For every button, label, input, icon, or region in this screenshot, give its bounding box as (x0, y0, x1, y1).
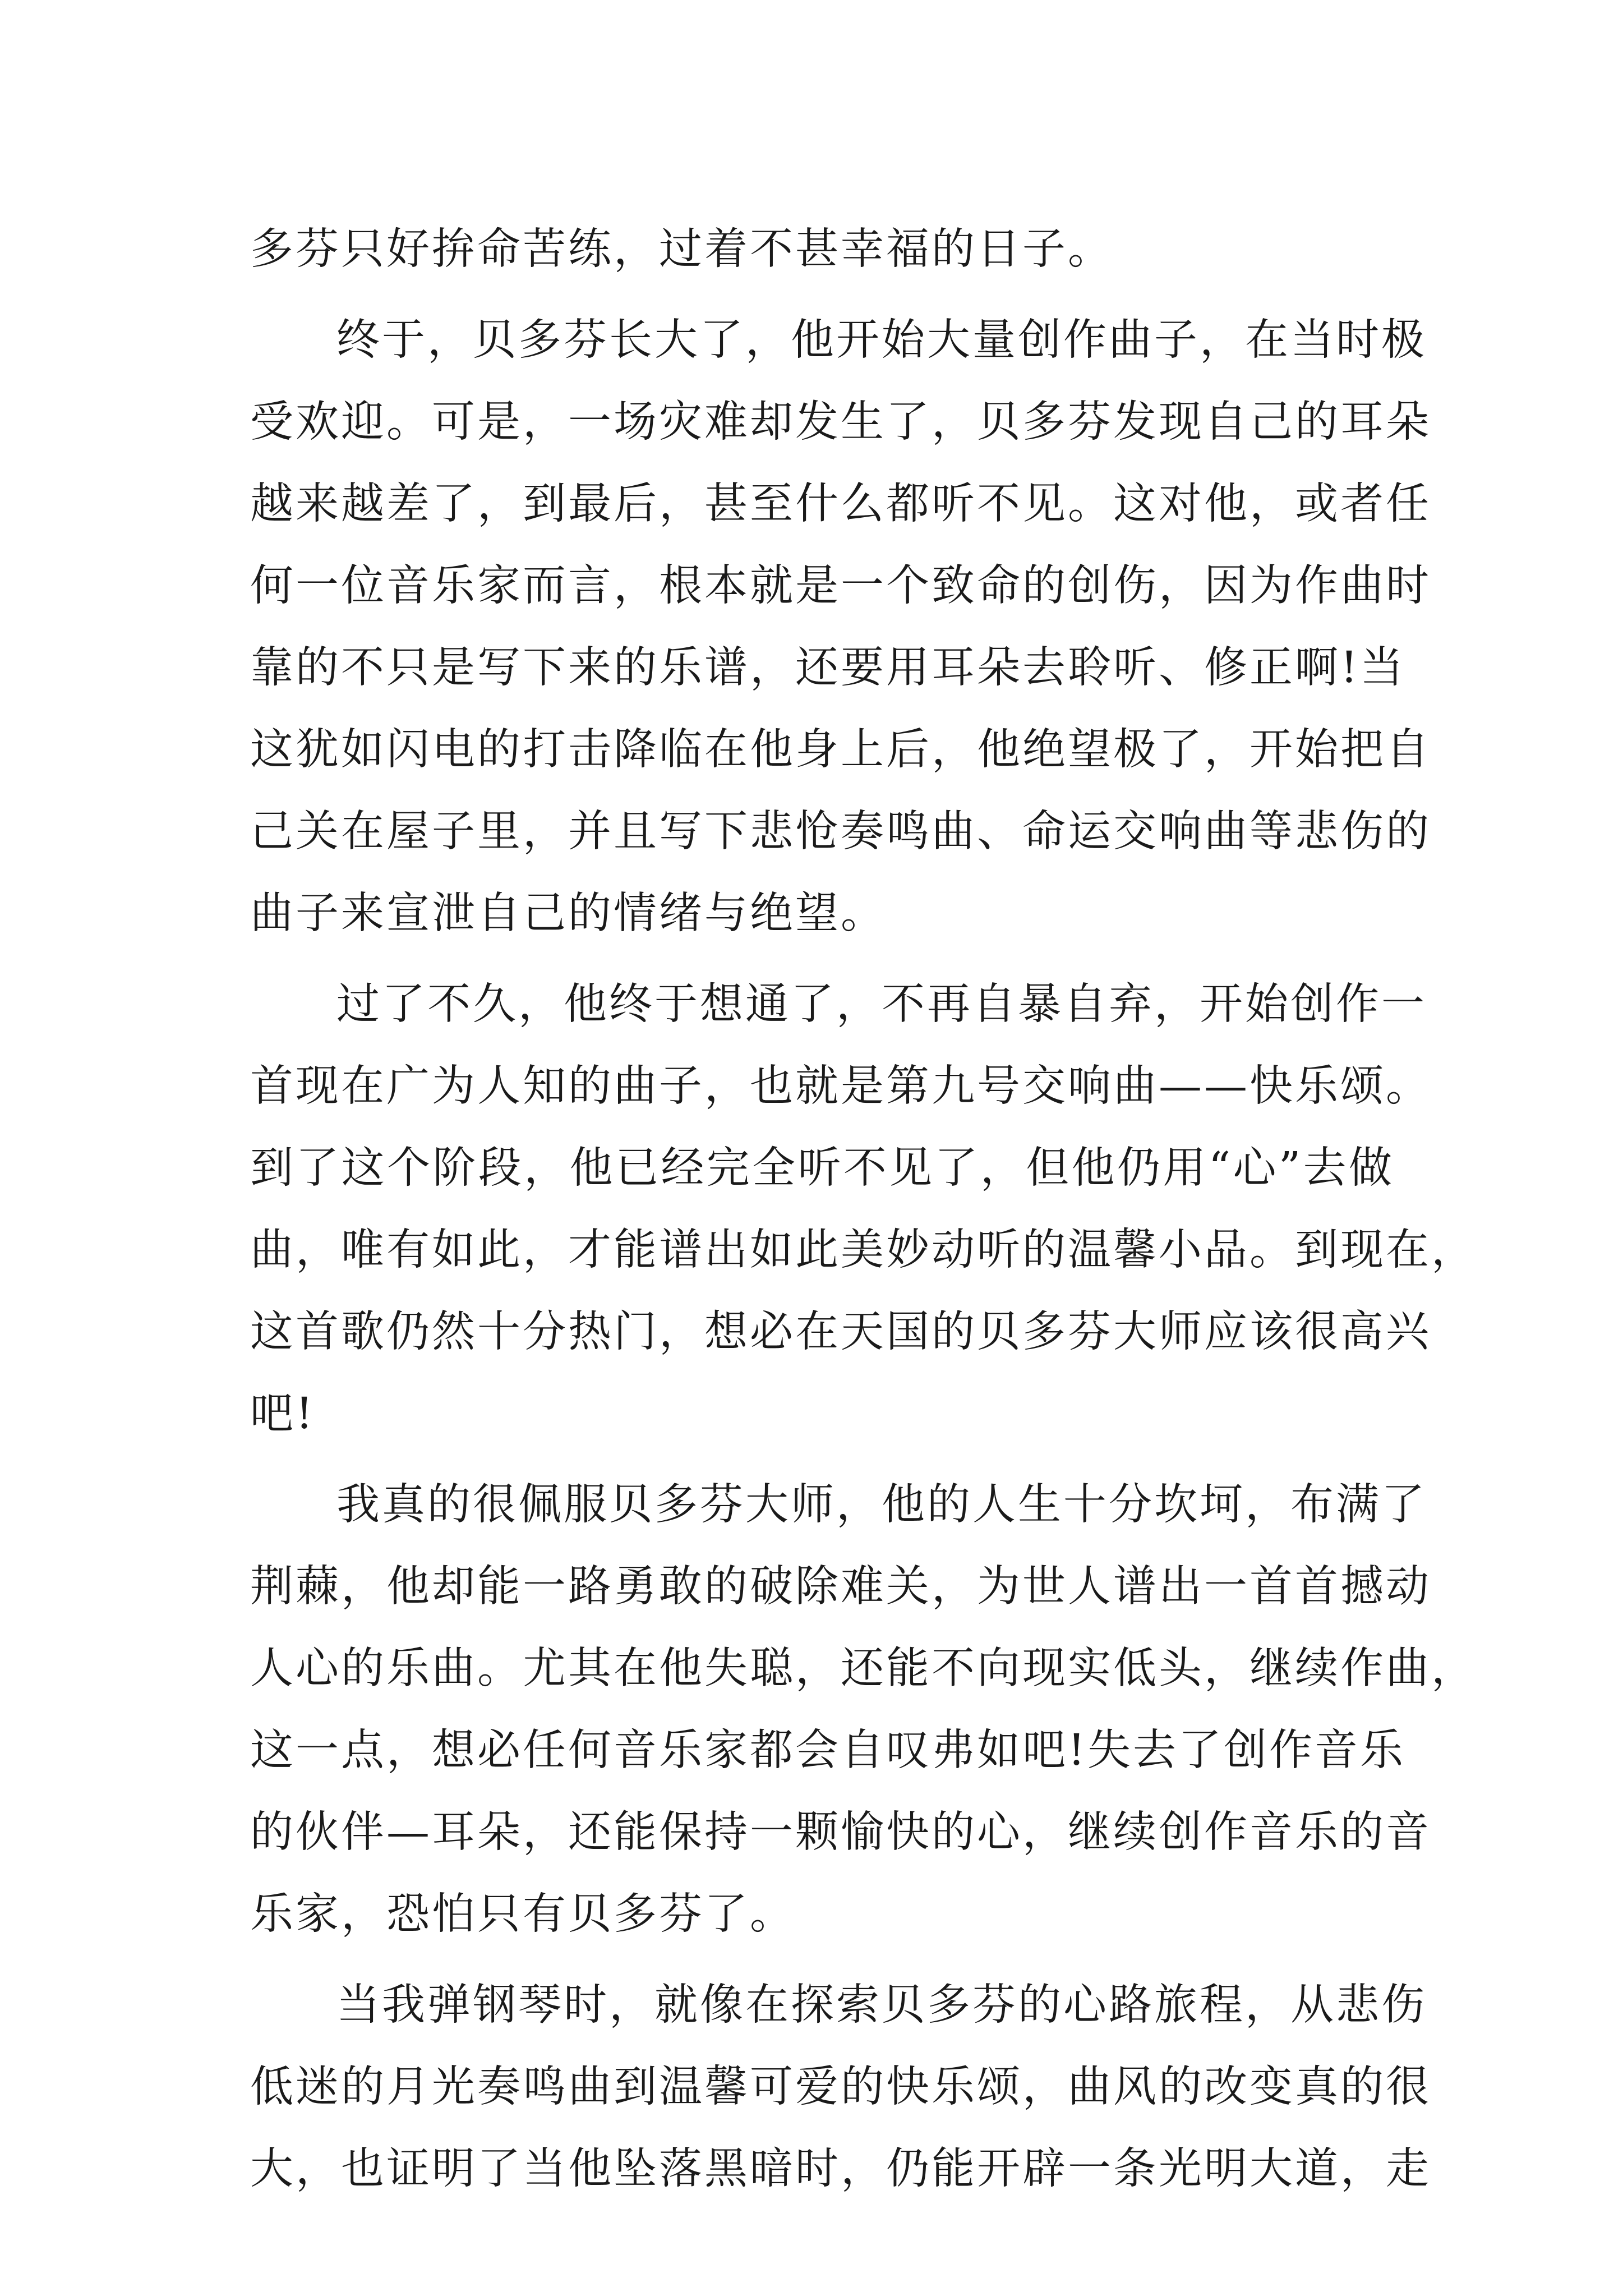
text-line: 这首歌仍然十分热门，想必在天国的贝多芬大师应该很高兴 (250, 1307, 1431, 1357)
text-line: 越来越差了，到最后，甚至什么都听不见。这对他，或者任 (250, 479, 1431, 529)
text-line: 靠的不只是写下来的乐谱，还要用耳朵去聆听、修正啊!当 (250, 643, 1405, 693)
text-line: 人心的乐曲。尤其在他失聪，还能不向现实低头，继续作曲， (250, 1644, 1477, 1694)
essay-body (250, 209, 1477, 2210)
text-line: 到了这个阶段，他已经完全听不见了，但他仍用“心”去做 (250, 1143, 1394, 1193)
text-line: 当我弹钢琴时，就像在探索贝多芬的心路旅程，从悲伤 (336, 1980, 1427, 2030)
text-line: 首现在广为人知的曲子，也就是第九号交响曲——快乐颂。 (250, 1061, 1431, 1111)
text-line: 大，也证明了当他坠落黑暗时，仍能开辟一条光明大道，走 (250, 2144, 1431, 2194)
text-line: 多芬只好拚命苦练，过着不甚幸福的日子。 (250, 224, 1113, 274)
text-line: 己关在屋子里，并且写下悲怆奏鸣曲、命运交响曲等悲伤的 (250, 807, 1431, 857)
text-line: 荆蕀，他却能一路勇敢的破除难关，为世人谱出一首首撼动 (250, 1562, 1431, 1612)
text-line: 吧! (250, 1389, 315, 1439)
text-line: 这一点，想必任何音乐家都会自叹弗如吧!失去了创作音乐 (250, 1726, 1405, 1775)
text-line: 低迷的月光奏鸣曲到温馨可爱的快乐颂，曲风的改变真的很 (250, 2062, 1431, 2112)
text-line: 曲，唯有如此，才能谱出如此美妙动听的温馨小品。到现在， (250, 1225, 1477, 1275)
text-line: 受欢迎。可是，一场灾难却发生了，贝多芬发现自己的耳朵 (250, 397, 1431, 447)
text-line: 终于，贝多芬长大了，他开始大量创作曲子，在当时极 (336, 315, 1427, 365)
text-line: 何一位音乐家而言，根本就是一个致命的创伤，因为作曲时 (250, 561, 1431, 611)
text-line: 的伙伴—耳朵，还能保持一颗愉快的心，继续创作音乐的音 (250, 1807, 1431, 1857)
text-line: 过了不久，他终于想通了，不再自暴自弃，开始创作一 (336, 979, 1427, 1029)
text-line: 乐家，恐怕只有贝多芬了。 (250, 1889, 795, 1939)
text-line: 这犹如闪电的打击降临在他身上后，他绝望极了，开始把自 (250, 725, 1431, 775)
text-line: 曲子来宣泄自己的情绪与绝望。 (250, 889, 886, 938)
text-line: 我真的很佩服贝多芬大师，他的人生十分坎坷，布满了 (336, 1480, 1427, 1530)
